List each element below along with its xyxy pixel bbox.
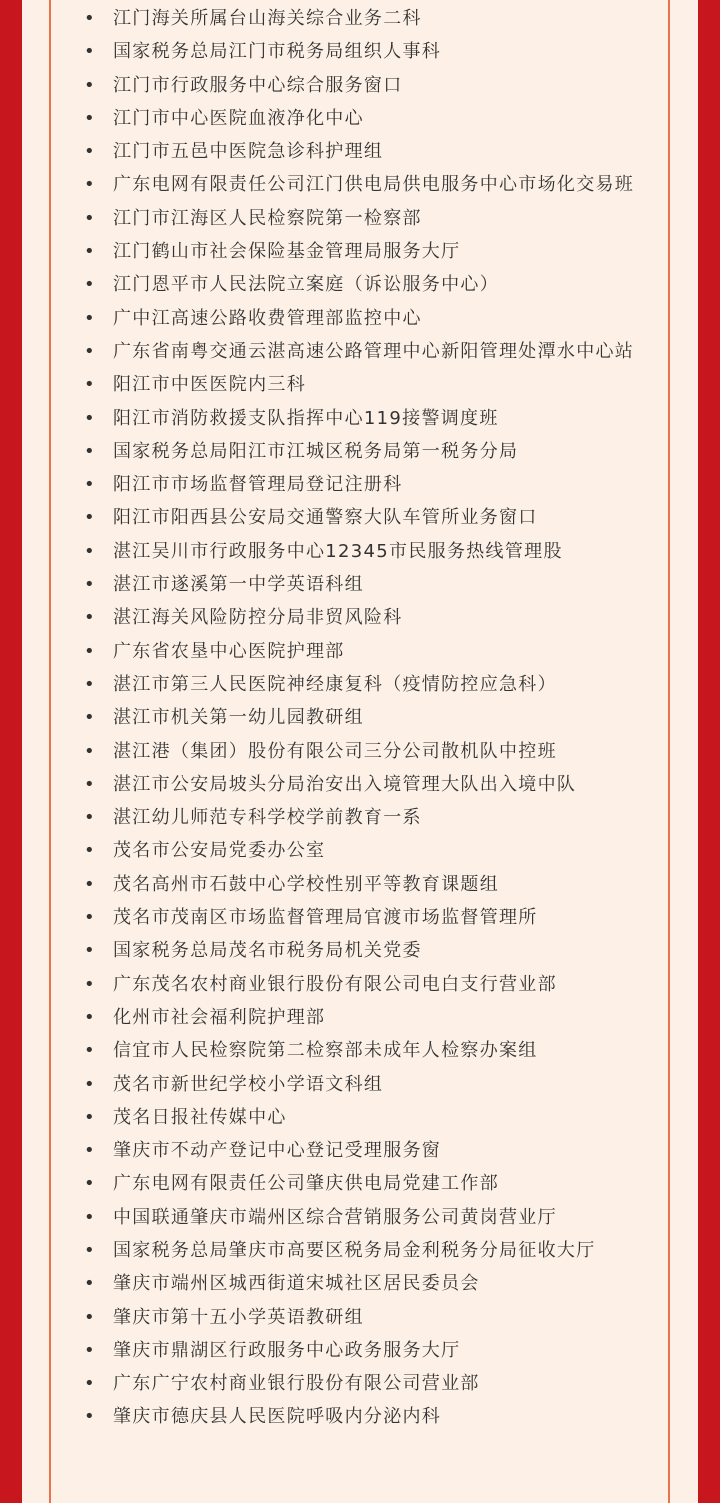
list-item-text: 肇庆市德庆县人民医院呼吸内分泌内科 <box>113 1406 442 1428</box>
list-item-text: 茂名市茂南区市场监督管理局官渡市场监督管理所 <box>113 907 538 929</box>
bullet-icon: • <box>84 41 96 63</box>
list-item-text: 国家税务总局江门市税务局组织人事科 <box>113 41 442 63</box>
list-item <box>76 69 646 102</box>
list-item-text: 广东电网有限责任公司肇庆供电局党建工作部 <box>113 1173 499 1195</box>
bullet-icon: • <box>84 1339 96 1361</box>
list-item <box>76 1167 646 1200</box>
list-item-text: 湛江幼儿师范专科学校学前教育一系 <box>113 807 422 829</box>
list-item <box>76 868 646 901</box>
list-item-text: 江门鹤山市社会保险基金管理局服务大厅 <box>113 241 461 263</box>
list-item <box>76 801 646 834</box>
list-item <box>76 968 646 1001</box>
bullet-icon: • <box>84 640 96 662</box>
list-item-text: 国家税务总局茂名市税务局机关党委 <box>113 940 422 962</box>
list-item-text: 湛江市公安局坡头分局治安出入境管理大队出入境中队 <box>113 773 577 795</box>
list-item-text: 茂名高州市石鼓中心学校性别平等教育课题组 <box>113 873 499 895</box>
list-item <box>76 768 646 801</box>
list-item-text: 信宜市人民检察院第二检察部未成年人检察办案组 <box>113 1040 538 1062</box>
list-item <box>76 535 646 568</box>
bullet-icon: • <box>84 673 96 695</box>
bullet-icon: • <box>84 141 96 163</box>
list-item <box>76 402 646 435</box>
list-item-text: 阳江市市场监督管理局登记注册科 <box>113 474 403 496</box>
bullet-icon: • <box>84 407 96 429</box>
list-item <box>76 601 646 634</box>
list-item-text: 肇庆市不动产登记中心登记受理服务窗 <box>113 1140 442 1162</box>
bullet-icon: • <box>84 840 96 862</box>
bullet-icon: • <box>84 507 96 529</box>
bullet-icon: • <box>84 274 96 296</box>
list-item <box>76 1101 646 1134</box>
bullet-icon: • <box>84 1173 96 1195</box>
list-item-text: 湛江市第三人民医院神经康复科（疫情防控应急科） <box>113 673 557 695</box>
list-item-text: 阳江市中医医院内三科 <box>113 374 306 396</box>
bullet-icon: • <box>84 1239 96 1261</box>
list-item <box>76 568 646 601</box>
list-item <box>76 1334 646 1367</box>
list-item <box>76 1267 646 1300</box>
bullet-icon: • <box>84 1006 96 1028</box>
bullet-icon: • <box>84 241 96 263</box>
list-item-text: 肇庆市第十五小学英语教研组 <box>113 1306 364 1328</box>
list-item <box>76 268 646 301</box>
list-item <box>76 934 646 967</box>
list-item <box>76 834 646 867</box>
list-item-text: 肇庆市鼎湖区行政服务中心政务服务大厅 <box>113 1339 461 1361</box>
list-item <box>76 168 646 201</box>
bullet-icon: • <box>84 940 96 962</box>
bullet-icon: • <box>84 740 96 762</box>
bullet-icon: • <box>84 474 96 496</box>
list-item <box>76 135 646 168</box>
list-item-text: 茂名市公安局党委办公室 <box>113 840 326 862</box>
list-item <box>76 1234 646 1267</box>
bullet-icon: • <box>84 207 96 229</box>
list-item <box>76 202 646 235</box>
list-item-text: 化州市社会福利院护理部 <box>113 1006 326 1028</box>
list-item-text: 国家税务总局肇庆市高要区税务局金利税务分局征收大厅 <box>113 1239 596 1261</box>
bullet-icon: • <box>84 174 96 196</box>
list-item <box>76 635 646 668</box>
bullet-icon: • <box>84 440 96 462</box>
list-item <box>76 1134 646 1167</box>
list-item-text: 广东省农垦中心医院护理部 <box>113 640 345 662</box>
list-item-text: 湛江市遂溪第一中学英语科组 <box>113 574 364 596</box>
bullet-icon: • <box>84 907 96 929</box>
list-item-text: 江门海关所属台山海关综合业务二科 <box>113 8 422 29</box>
bullet-icon: • <box>84 873 96 895</box>
bullet-icon: • <box>84 374 96 396</box>
list-item <box>76 335 646 368</box>
bullet-icon: • <box>84 540 96 562</box>
list-item-text: 中国联通肇庆市端州区综合营销服务公司黄岗营业厅 <box>113 1206 557 1228</box>
list-item <box>76 2 646 35</box>
list-item-text: 江门市行政服务中心综合服务窗口 <box>113 74 403 96</box>
list-item-text: 湛江吴川市行政服务中心12345市民服务热线管理股 <box>113 540 563 562</box>
list-item-text: 湛江海关风险防控分局非贸风险科 <box>113 607 403 629</box>
list-item <box>76 701 646 734</box>
bullet-icon: • <box>84 1040 96 1062</box>
bullet-icon: • <box>84 607 96 629</box>
bullet-icon: • <box>84 707 96 729</box>
list-item <box>76 435 646 468</box>
list-item <box>76 102 646 135</box>
list-item <box>76 501 646 534</box>
list-item <box>76 735 646 768</box>
list-item <box>76 1068 646 1101</box>
list-item <box>76 1400 646 1433</box>
bullet-icon: • <box>84 307 96 329</box>
list-item <box>76 668 646 701</box>
list-item-text: 江门市五邑中医院急诊科护理组 <box>113 141 384 163</box>
bullet-icon: • <box>84 1140 96 1162</box>
list-item <box>76 1301 646 1334</box>
honoree-list <box>76 2 646 1434</box>
list-item-text: 广东广宁农村商业银行股份有限公司营业部 <box>113 1373 480 1395</box>
bullet-icon: • <box>84 107 96 129</box>
list-item <box>76 35 646 68</box>
list-item-text: 江门市中心医院血液净化中心 <box>113 107 364 129</box>
bullet-icon: • <box>84 807 96 829</box>
list-item-text: 江门市江海区人民检察院第一检察部 <box>113 207 422 229</box>
bullet-icon: • <box>84 1073 96 1095</box>
list-item <box>76 1201 646 1234</box>
bullet-icon: • <box>84 1273 96 1295</box>
list-item <box>76 1001 646 1034</box>
right-red-border <box>698 0 720 1503</box>
list-item-text: 肇庆市端州区城西街道宋城社区居民委员会 <box>113 1273 480 1295</box>
bullet-icon: • <box>84 973 96 995</box>
bullet-icon: • <box>84 340 96 362</box>
list-item-text: 湛江市机关第一幼儿园教研组 <box>113 707 364 729</box>
list-item-text: 茂名日报社传媒中心 <box>113 1106 287 1128</box>
bullet-icon: • <box>84 574 96 596</box>
list-item <box>76 235 646 268</box>
left-red-border <box>0 0 22 1503</box>
list-item-text: 茂名市新世纪学校小学语文科组 <box>113 1073 384 1095</box>
list-item-text: 广东省南粤交通云湛高速公路管理中心新阳管理处潭水中心站 <box>113 340 635 362</box>
list-item-text: 阳江市阳西县公安局交通警察大队车管所业务窗口 <box>113 507 538 529</box>
list-item <box>76 468 646 501</box>
bullet-icon: • <box>84 773 96 795</box>
bullet-icon: • <box>84 74 96 96</box>
bullet-icon: • <box>84 8 96 29</box>
list-item-text: 阳江市消防救援支队指挥中心119接警调度班 <box>113 407 499 429</box>
bullet-icon: • <box>84 1406 96 1428</box>
list-item <box>76 1367 646 1400</box>
list-item-text: 湛江港（集团）股份有限公司三分公司散机队中控班 <box>113 740 557 762</box>
bullet-icon: • <box>84 1306 96 1328</box>
list-item-text: 广东茂名农村商业银行股份有限公司电白支行营业部 <box>113 973 557 995</box>
list-item <box>76 302 646 335</box>
bullet-icon: • <box>84 1106 96 1128</box>
bullet-icon: • <box>84 1206 96 1228</box>
list-item-text: 广中江高速公路收费管理部监控中心 <box>113 307 422 329</box>
list-item-text: 国家税务总局阳江市江城区税务局第一税务分局 <box>113 440 519 462</box>
bullet-icon: • <box>84 1373 96 1395</box>
list-item <box>76 1034 646 1067</box>
list-item-text: 江门恩平市人民法院立案庭（诉讼服务中心） <box>113 274 499 296</box>
list-item <box>76 368 646 401</box>
list-item <box>76 901 646 934</box>
list-item-text: 广东电网有限责任公司江门供电局供电服务中心市场化交易班 <box>113 174 635 196</box>
